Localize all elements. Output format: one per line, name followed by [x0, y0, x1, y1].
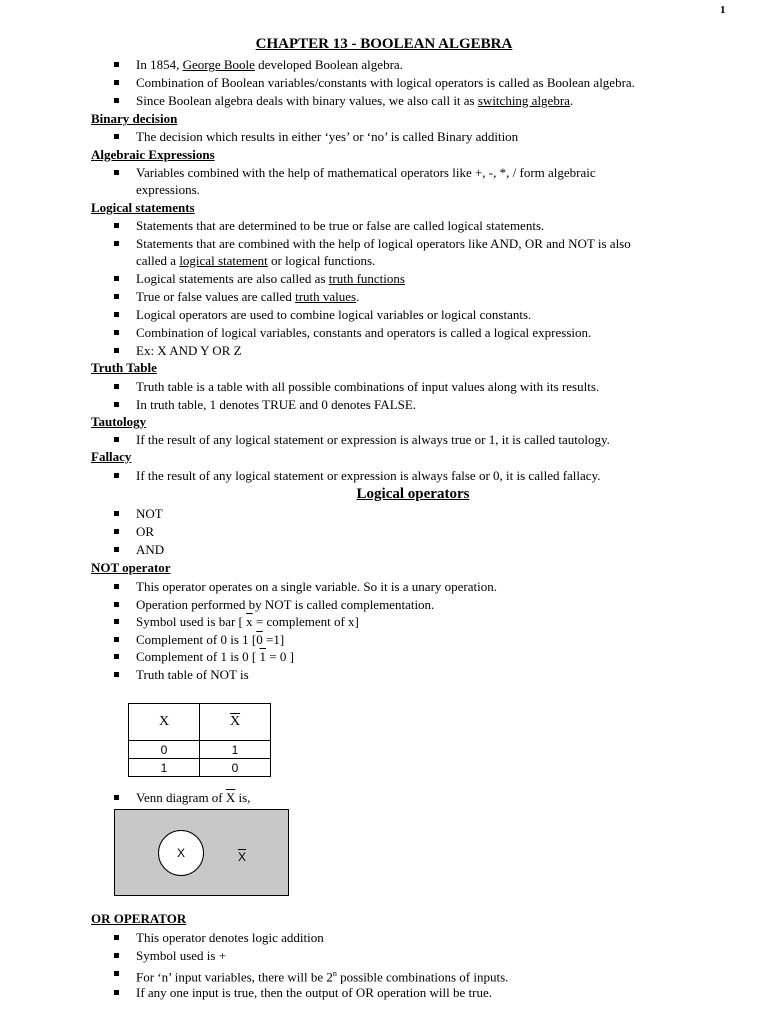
logical-statements-heading: Logical statements — [91, 200, 195, 215]
binary-decision-heading: Binary decision — [91, 111, 178, 126]
or-operator-heading: OR OPERATOR — [91, 911, 187, 926]
george-boole-link: George Boole — [182, 57, 255, 72]
table-cell: 1 — [200, 741, 271, 759]
venn-diagram — [114, 809, 289, 896]
truth-table-heading: Truth Table — [91, 360, 157, 375]
page-number: 1 — [720, 4, 726, 16]
table-row — [129, 759, 271, 777]
table-cell: 0 — [129, 741, 200, 759]
table-row — [129, 741, 271, 759]
table-cell: 1 — [129, 759, 200, 777]
venn-set-x: X — [158, 830, 204, 876]
not-operator-heading: NOT operator — [91, 560, 171, 575]
algebraic-expressions-heading: Algebraic Expressions — [91, 147, 215, 162]
logical-operators-heading: Logical operators — [356, 486, 470, 502]
page-title: CHAPTER 13 - BOOLEAN ALGEBRA — [255, 36, 513, 52]
fallacy-heading: Fallacy — [91, 449, 132, 464]
table-header-row — [129, 704, 271, 741]
column-header: X — [129, 704, 200, 741]
table-cell: 0 — [200, 759, 271, 777]
venn-complement-label: $\overline{X}$ — [238, 850, 247, 864]
tautology-heading: Tautology — [91, 414, 147, 429]
not-truth-table — [128, 703, 271, 777]
column-header: $\overline{X}$ — [200, 704, 271, 741]
